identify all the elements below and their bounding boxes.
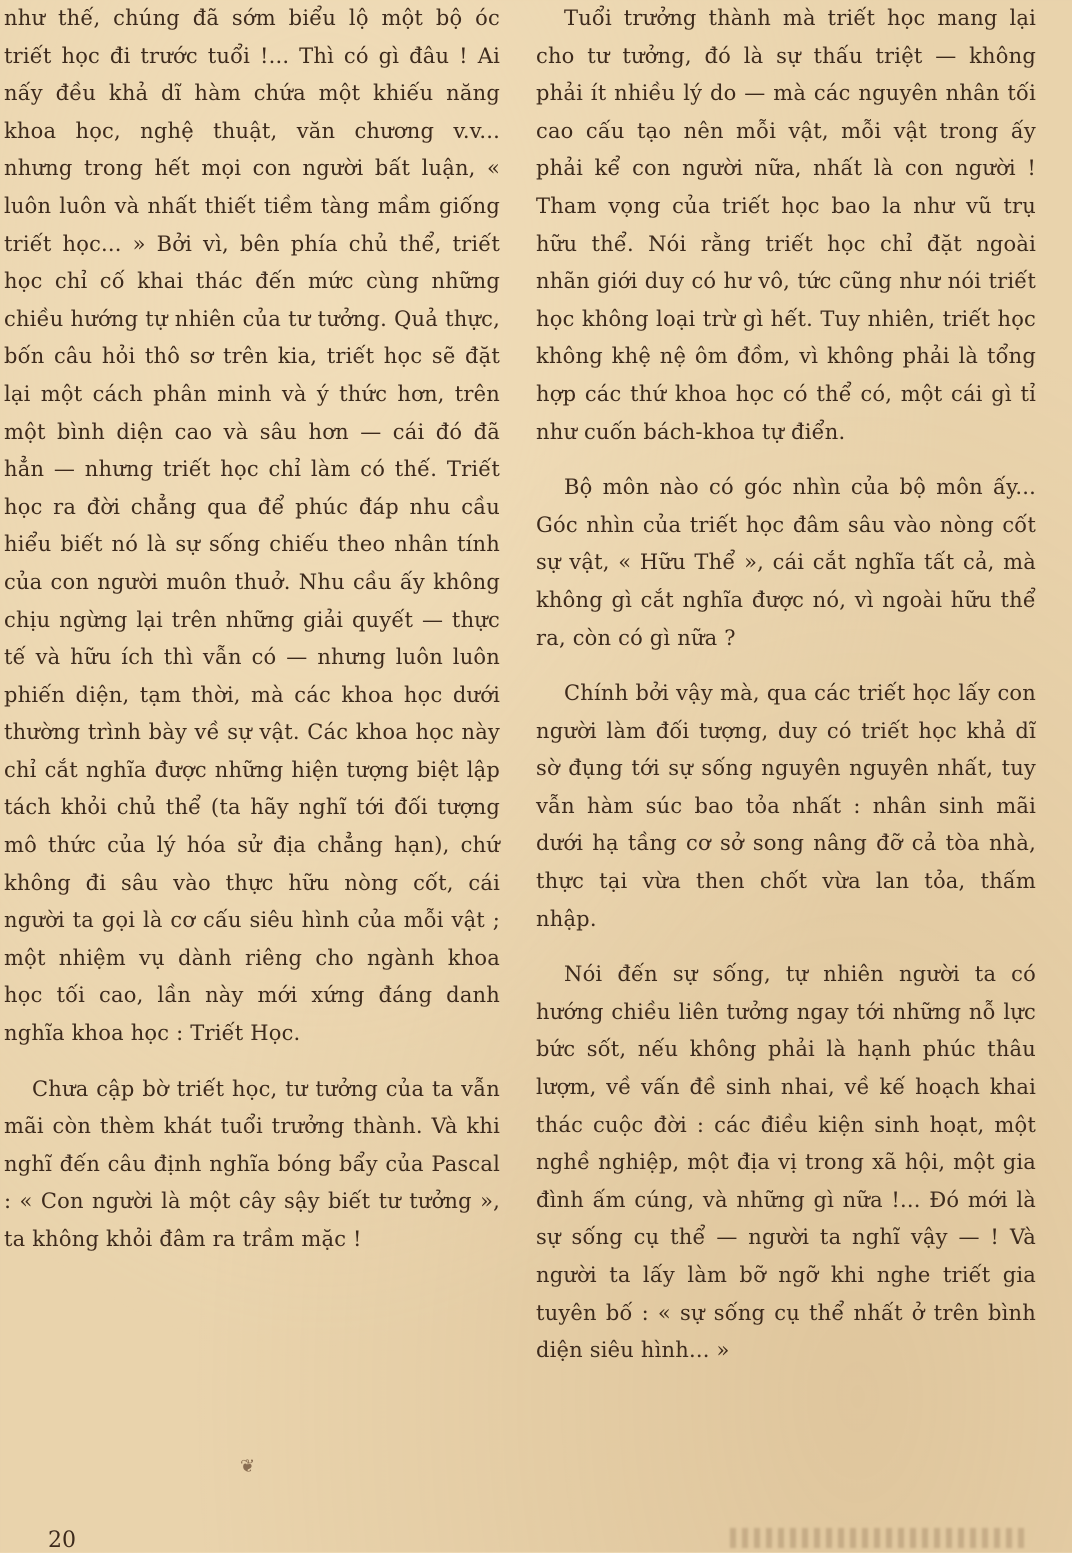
right-paragraph-3: Chính bởi vậy mà, qua các triết học lấy con người làm đối tượng, duy có triết học khả dĩ sờ đụng tới sự sống nguyên nguyên nhất, tuy vẫn hàm súc bao tỏa nhất : nhân sinh mãi dưới hạ tầng cơ sở song nâng đỡ cả tòa nhà, thực tại vừa then chốt vừa lan tỏa, thấm nhập. (536, 681, 1036, 931)
page-number: 20 (48, 1528, 76, 1553)
right-paragraph-1: Tuổi trưởng thành mà triết học mang lại cho tư tưởng, đó là sự thấu triệt — không phải ít nhiều lý do — mà các nguyên nhân tối cao cấu tạo nên mỗi vật, mỗi vật trong ấy phải kể con người nữa, nhất là con người ! Tham vọng của triết học bao la như vũ trụ hữu thể. Nói rằng triết học chỉ đặt ngoài nhãn giới duy có hư vô, tức cũng như nói triết học không loại trừ gì hết. Tuy nhiên, triết học không khệ nệ ôm đồm, vì không phải là tổng hợp các thứ khoa học có thể có, một cái gì tỉ như cuốn bách-khoa tự điển. (536, 6, 1036, 444)
print-smudge (730, 1528, 1030, 1548)
left-paragraph-2: Chưa cập bờ triết học, tư tưởng của ta vẫn mãi còn thèm khát tuổi trưởng thành. Và khi nghĩ đến câu định nghĩa bóng bẩy của Pascal : « Con người là một cây sậy biết tư tưởng », ta không khỏi đâm ra trầm mặc ! (4, 1076, 500, 1251)
right-column (536, 0, 1036, 1370)
left-paragraph-1: như thế, chúng đã sớm biểu lộ một bộ óc triết học đi trước tuổi !... Thì có gì đâu ! Ai nấy đều khả dĩ hàm chứa một khiếu năng khoa học, nghệ thuật, văn chương v.v... nhưng trong hết mọi con người bất luận, « luôn luôn và nhất thiết tiềm tàng mầm giống triết học... » Bởi vì, bên phía chủ thể, triết học chỉ cố khai thác đến mức cùng những chiều hướng tự nhiên của tư tưởng. Quả thực, bốn câu hỏi thô sơ trên kia, triết học sẽ đặt lại một cách phân minh và ý thức hơn, trên một bình diện cao và sâu hơn — cái đó đã hẳn — nhưng triết học chỉ làm có thế. Triết học ra đời chẳng qua để phúc đáp nhu cầu hiểu biết nó là sự sống chiếu theo nhân tính của con người muôn thuở. Nhu cầu ấy không chịu ngừng lại trên những giải quyết — thực tế và hữu ích thì vẫn có — nhưng luôn luôn phiến diện, tạm thời, mà các khoa học dưới thường trình bày về sự vật. Các khoa học này chỉ cắt nghĩa được những hiện tượng biệt lập tách khỏi chủ thể (ta hãy nghĩ tới đối tượng mô thức của lý hóa sử địa chẳng hạn), chứ không đi sâu vào thực hữu nòng cốt, cái người ta gọi là cơ cấu siêu hình của mỗi vật ; một nhiệm vụ dành riêng cho ngành khoa học tối cao, lần này mới xứng đáng danh nghĩa khoa học : Triết Học. (4, 6, 500, 1046)
right-paragraph-2: Bộ môn nào có góc nhìn của bộ môn ấy... Góc nhìn của triết học đâm sâu vào nòng cốt sự vật, « Hữu Thể », cái cắt nghĩa tất cả, mà không gì cắt nghĩa được nó, vì ngoài hữu thể ra, còn có gì nữa ? (536, 475, 1036, 650)
left-column (4, 0, 500, 1259)
ornament-icon: ❦ (240, 1456, 256, 1477)
right-paragraph-4: Nói đến sự sống, tự nhiên người ta có hướng chiều liên tưởng ngay tới những nỗ lực bức sốt, nếu không phải là hạnh phúc thâu lượm, về vấn đề sinh nhai, về kế hoạch khai thác cuộc đời : các điều kiện sinh hoạt, một nghề nghiệp, một địa vị trong xã hội, một gia đình ấm cúng, và những gì nữa !... Đó mới là sự sống cụ thể — người ta nghĩ vậy — ! Và người ta lấy làm bỡ ngỡ khi nghe triết gia tuyên bố : « sự sống cụ thể nhất ở trên bình diện siêu hình... » (536, 962, 1036, 1363)
